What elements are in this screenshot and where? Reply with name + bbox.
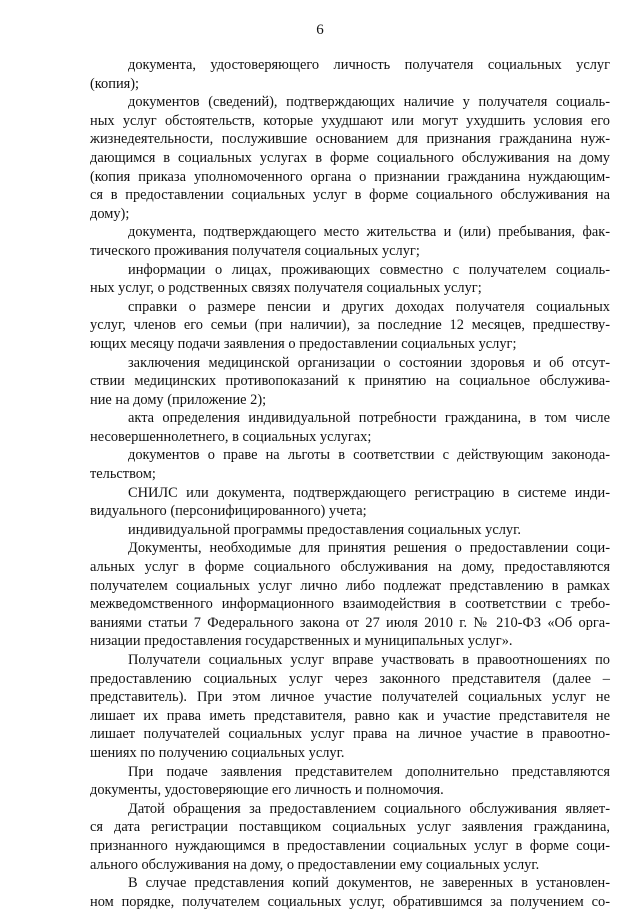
text-line: Датой обращения за предоставлением социального обслуживания являет- (128, 800, 610, 817)
paragraph (90, 298, 610, 354)
text-line: видуального (персонифицированного) учета; (90, 503, 367, 520)
text-line: Документы, необходимые для принятия решения о предоставлении соци- (128, 540, 610, 557)
text-line: акта определения индивидуальной потребности гражданина, в том числе (128, 410, 610, 427)
text-line: документов о праве на льготы в соответствии с действующим законода- (128, 447, 610, 464)
text-line: документа, подтверждающего место жительства и (или) пребывания, фак- (128, 224, 610, 241)
paragraph (90, 521, 610, 540)
text-line: заключения медицинской организации о состоянии здоровья и об отсут- (128, 354, 610, 371)
text-line: лишает их права иметь представителя, равно как и участие представителя не (90, 707, 610, 724)
page-number: 6 (316, 22, 324, 38)
text-line: дающимся в социальных услугах в форме социального обслуживания на дому (90, 149, 610, 166)
paragraph (90, 93, 610, 223)
text-line: шениях по получению социальных услуг. (90, 744, 345, 761)
paragraph (90, 409, 610, 446)
text-line: справки о размере пенсии и других доходах получателя социальных (128, 298, 610, 315)
text-line: ющих месяцу подачи заявления о предоставлении социальных услуг; (90, 335, 517, 352)
text-line: представитель). При этом личное участие получателей социальных услуг не (90, 689, 610, 706)
paragraph (90, 651, 610, 763)
text-line: (копия); (90, 75, 140, 92)
text-line: ся в предоставлении социальных услуг в форме социального обслуживания на (90, 187, 610, 204)
text-line: услуг, членов его семьи (при наличии), за последние 12 месяцев, предшеству- (90, 317, 610, 334)
text-line: дому); (90, 205, 130, 222)
text-line: ваниями статьи 7 Федерального закона от 27 июля 2010 г. № 210-ФЗ «Об орга- (90, 614, 610, 631)
text-line: несовершеннолетнего, в социальных услугах; (90, 428, 372, 445)
text-line: ном порядке, получателем социальных услуг, обратившимся за получением со- (90, 893, 610, 910)
paragraph (90, 223, 610, 260)
text-line: предоставлению социальных услуг через законного представителя (далее – (90, 670, 610, 687)
text-line: информации о лицах, проживающих совместно с получателем социаль- (128, 261, 610, 278)
text-line: низации предоставления государственных и муниципальных услуг». (90, 633, 513, 650)
text-line: При подаче заявления представителем дополнительно представляются (128, 763, 610, 780)
paragraph (90, 484, 610, 521)
text-line: тического проживания получателя социальных услуг; (90, 242, 420, 259)
text-line: (копия приказа уполномоченного органа о признании гражданина нуждающим- (90, 168, 610, 185)
text-line: ального обслуживания на дому, о предоставлении ему социальных услуг. (90, 856, 540, 873)
text-line: СНИЛС или документа, подтверждающего регистрацию в системе инди- (128, 484, 610, 501)
text-line: ствии медицинских противопоказаний к принятию на социальное обслужива- (90, 373, 610, 390)
paragraph (90, 261, 610, 298)
text-line: индивидуальной программы предоставления социальных услуг. (128, 521, 522, 538)
text-line: документов (сведений), подтверждающих наличие у получателя социаль- (128, 94, 610, 111)
text-line: ние на дому (приложение 2); (90, 391, 267, 408)
text-line: лишает получателей социальных услуг права на личное участие в правоотно- (90, 726, 610, 743)
text-line: межведомственного информационного взаимодействия в соответствии с требо- (90, 596, 610, 613)
text-line: альных услуг в форме социального обслуживания на дому, предоставляются (90, 559, 610, 576)
paragraph (90, 354, 610, 410)
text-line: ных услуг, о родственных связях получателя социальных услуг; (90, 280, 482, 297)
text-line: Получатели социальных услуг вправе участвовать в правоотношениях по (128, 652, 610, 668)
paragraph (90, 874, 610, 911)
paragraph (90, 800, 610, 874)
text-line: ся дата регистрации поставщиком социальных услуг заявления гражданина, (90, 819, 610, 836)
text-line: В случае представления копий документов, не заверенных в установлен- (128, 875, 610, 892)
text-line: ных услуг обстоятельств, которые ухудшают или могут ухудшить условия его (90, 112, 610, 129)
paragraph (90, 446, 610, 483)
document-body (90, 56, 610, 911)
text-line: жизнедеятельности, послужившие основанием для признания гражданина нуж- (90, 131, 610, 148)
text-line: признанного нуждающимся в предоставлении социальных услуг в форме соци- (90, 837, 610, 854)
text-line: получателем социальных услуг лично либо подлежат представлению в рамках (90, 577, 610, 594)
text-line: тельством; (90, 466, 156, 483)
paragraph (90, 56, 610, 93)
text-line: документы, удостоверяющие его личность и полномочия. (90, 782, 444, 799)
text-line: документа, удостоверяющего личность получателя социальных услуг (128, 57, 610, 73)
paragraph (90, 539, 610, 651)
paragraph (90, 763, 610, 800)
